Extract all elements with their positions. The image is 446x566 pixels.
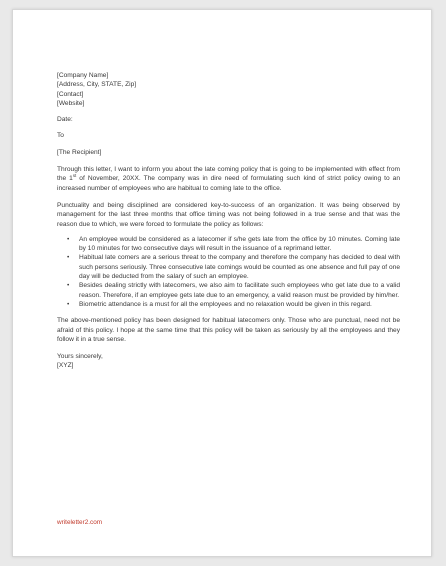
policy-item-text: Besides dealing strictly with latecomers, we also aim to facilitate such employees who get late due to a valid reason. Therefore, if an employee gets late due to an emergency, a valid reason must be provided by him/her. xyxy=(79,282,400,299)
letter-body xyxy=(57,71,400,371)
company-contact: [Contact] xyxy=(57,90,84,98)
policy-item xyxy=(67,235,400,254)
paragraph-conclusion: The above-mentioned policy has been designed for habitual latecomers only. Those who are punctual, need not be afraid of this policy. I hope at the same time that this policy will be taken as seriously by all the employees and they follow it in a true sense. xyxy=(57,317,400,343)
signature: [XYZ] xyxy=(57,362,74,370)
policy-item xyxy=(67,300,400,309)
policy-item xyxy=(67,281,400,300)
document-page xyxy=(12,9,432,557)
date-label: Date: xyxy=(57,116,73,124)
intro-text-end: of November, 20XX. The company was in dire need of formulating such kind of strict policy owing to an increased number of employees who are habitual to coming late to the office. xyxy=(57,175,400,192)
ordinal-suffix: st xyxy=(72,173,77,179)
intro-text-start: Through this letter, I want to inform you about the late coming policy that is going to be implemented with effect from the 1 xyxy=(57,166,400,183)
bullet-icon: • xyxy=(67,235,70,243)
company-name: [Company Name] xyxy=(57,72,109,79)
paragraph-intro xyxy=(57,165,400,193)
bullet-icon: • xyxy=(67,282,70,290)
recipient: [The Recipient] xyxy=(57,148,102,156)
bullet-icon: • xyxy=(67,254,70,262)
policy-item xyxy=(67,253,400,281)
company-address: [Address, City, STATE, Zip] xyxy=(57,81,137,89)
policy-list xyxy=(57,235,400,309)
policy-item-text: Habitual late comers are a serious threat to the company and therefore the company has decided to deal with such persons seriously. Three consecutive late comings would be counted as one absence and full pay of one day will be deducted from the salary of such an employee. xyxy=(79,254,400,281)
footer-site-link[interactable]: writeletter2.com xyxy=(57,519,103,526)
bullet-icon: • xyxy=(67,300,70,308)
policy-item-text: Biometric attendance is a must for all the employees and no relaxation would be given in this regard. xyxy=(79,300,372,308)
to-label: To xyxy=(57,132,64,140)
policy-item-text: An employee would be considered as a latecomer if s/he gets late from the office by 10 minutes. Coming late by 10 minutes for two consecutive days will result in the issuance of a reprimand letter. xyxy=(79,235,400,253)
company-website: [Website] xyxy=(57,99,85,107)
paragraph-punctuality: Punctuality and being disciplined are considered key-to-success of an organization. It was being observed by management for the last three months that office timing was not being followed in a true sense and that was the reason due to which, we were forced to formulate the policy as follows: xyxy=(57,201,400,228)
closing: Yours sincerely, xyxy=(57,353,103,361)
